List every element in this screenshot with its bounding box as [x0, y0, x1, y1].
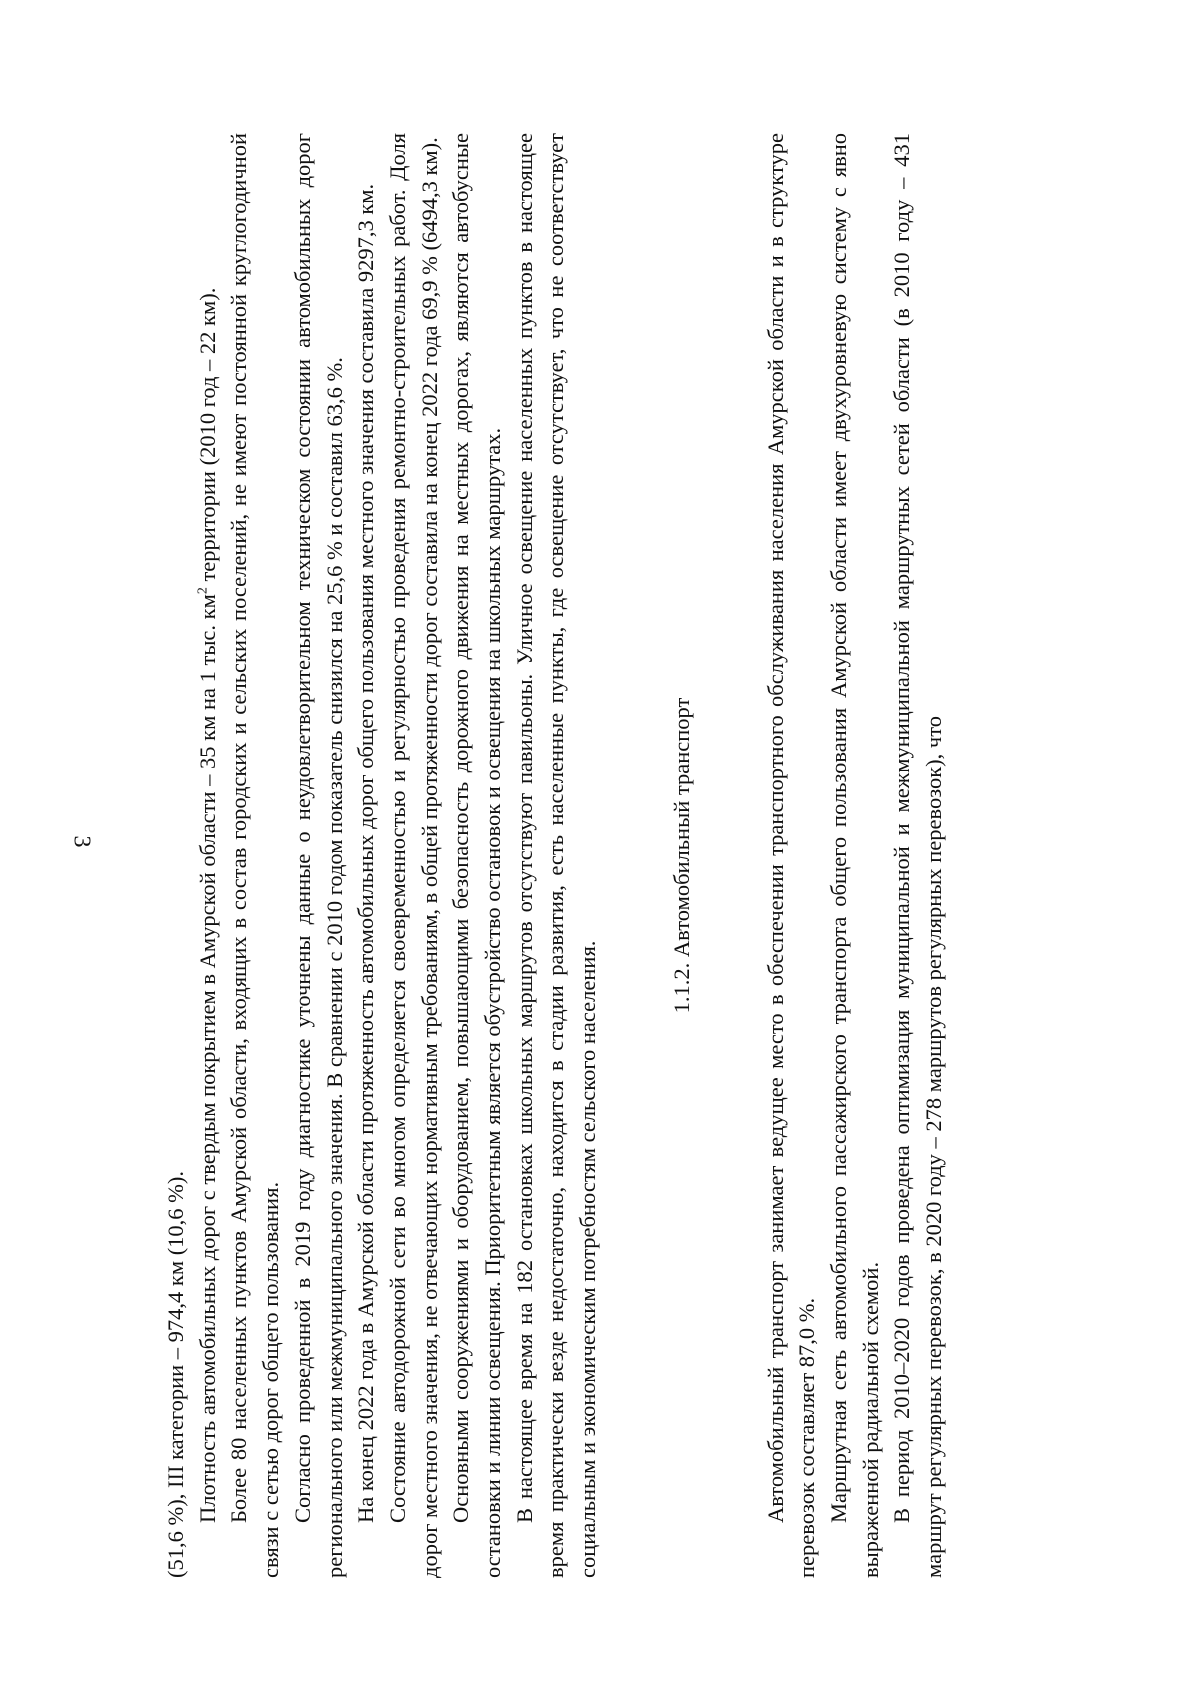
page-body: [160, 133, 1040, 1578]
paragraph-text: Плотность автомобильных дорог с твердым покрытием в Амурской области – 35 км на 1 тыс. км: [194, 594, 220, 1523]
document-text: [160, 133, 950, 1578]
paragraph: В период 2010–2020 годов проведена оптимизация муниципальной и межмуниципальной маршрутных сетей области (в 2010 году – 431 маршрут регулярных перевозок, в 2020 году – 278 маршрутов регулярных перевозок), что: [889, 133, 947, 1578]
section-heading: 1.1.2. Автомобильный транспорт: [668, 697, 694, 1014]
superscript: 2: [195, 587, 211, 595]
paragraph: На конец 2022 года в Амурской области протяженность автомобильных дорог общего пользования местного значения составила 9297,3 км.: [353, 183, 379, 1523]
paragraph: Согласно проведенной в 2019 году диагностике уточнены данные о неудовлетворительном техническом состоянии автомобильных дорог регионального или межмуниципального значения. В сравнении с 2010 годом показатель снизился на 25,6 % и составил 63,6 %.: [289, 133, 347, 1578]
page-number: 3: [68, 835, 95, 848]
paragraph: Основными сооружениями и оборудованием, повышающими безопасность дорожного движения на местных дорогах, являются автобусные остановки и линии освещения. Приоритетным является обустройство остановок и освещения на школьных маршрутах.: [448, 133, 506, 1578]
paragraph: Более 80 населенных пунктов Амурской области, входящих в состав городских и сельских поселений, не имеют постоянной круглогодичной связи с сетью дорог общего пользования.: [226, 133, 284, 1578]
paragraph: Автомобильный транспорт занимает ведущее место в обеспечении транспортного обслуживания населения Амурской области и в структуре перевозок составляет 87,0 %.: [762, 133, 820, 1578]
paragraph: Маршрутная сеть автомобильного пассажирского транспорта общего пользования Амурской области имеет двухуровневую систему с явно выраженной радиальной схемой.: [825, 133, 883, 1578]
paragraph: (51,6 %), III категории – 974,4 км (10,6 %).: [163, 1170, 188, 1578]
paragraph-text: территории (2010 год – 22 км).: [194, 287, 220, 588]
paragraph: В настоящее время на 182 остановках школьных маршрутов отсутствуют павильоны. Уличное освещение населенных пунктов в настоящее время практически везде недостаточно, находится в стадии развития, есть населенные пункты, где освещение отсутствует, что не соответствует социальным и экономическим потребностям сельского населения.: [511, 133, 601, 1578]
paragraph: Состояние автодорожной сети во многом определяется своевременностью и регулярностью проведения ремонтно-строительных работ. Доля дорог местного значения, не отвечающих нормативным требованиям, в общей протяженности дорог составила на конец 2022 года 69,9 % (6494,3 км).: [384, 133, 442, 1578]
paragraph: [192, 133, 224, 1578]
